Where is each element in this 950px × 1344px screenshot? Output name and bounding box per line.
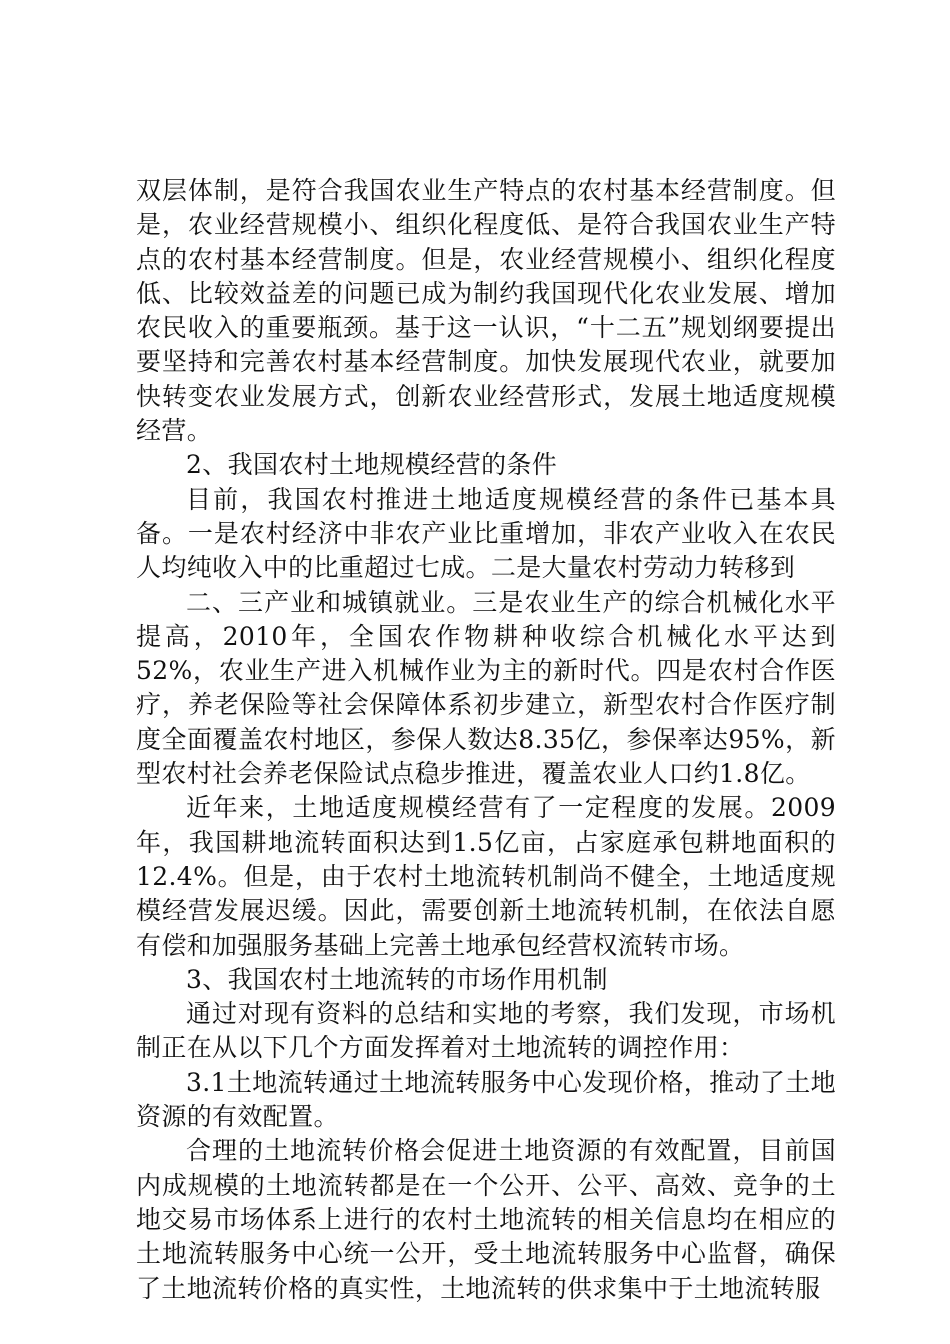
document-body [136, 174, 836, 1306]
section-heading-2: 2、我国农村土地规模经营的条件 [186, 450, 558, 480]
paragraph-industries: 二、三产业和城镇就业。三是农业生产的综合机械化水平提高，2010年，全国农作物耕种收综合机械化水平达到52%，农业生产进入机械作业为主的新时代。四是农村合作医疗，养老保险等社会保障体系初步建立，新型农村合作医疗制度全面覆盖农村地区，参保人数达8.35亿，参保率达95%，新型农村社会养老保险试点稳步推进，覆盖农业人口约1.8亿。 [136, 587, 836, 789]
paragraph-market-mechanism: 通过对现有资料的总结和实地的考察，我们发现，市场机制正在从以下几个方面发挥着对土地流转的调控作用： [136, 999, 836, 1063]
section-heading-3: 3、我国农村土地流转的市场作用机制 [186, 964, 608, 994]
paragraph-price-allocation: 合理的土地流转价格会促进土地资源的有效配置，目前国内成规模的土地流转都是在一个公开、公平、高效、竞争的土地交易市场体系上进行的农村土地流转的相关信息均在相应的土地流转服务中心统一公开，受土地流转服务中心监督，确保了土地流转价格的真实性，土地流转的供求集中于土地流转服 [136, 1136, 836, 1303]
subsection-3-1: 3.1土地流转通过土地流转服务中心发现价格，推动了土地资源的有效配置。 [136, 1067, 836, 1132]
paragraph-continuation: 双层体制，是符合我国农业生产特点的农村基本经营制度。但是，农业经营规模小、组织化程度低、是符合我国农业生产特点的农村基本经营制度。但是，农业经营规模小、组织化程度低、比较效益差的问题已成为制约我国现代化农业发展、增加农民收入的重要瓶颈。基于这一认识，“十二五”规划纲要提出要坚持和完善农村基本经营制度。加快发展现代农业，就要加快转变农业发展方式，创新农业经营形式，发展土地适度规模经营。 [136, 176, 836, 446]
paragraph-conditions: 目前，我国农村推进土地适度规模经营的条件已基本具备。一是农村经济中非农产业比重增加，非农产业收入在农民人均纯收入中的比重超过七成。二是大量农村劳动力转移到 [136, 484, 836, 583]
paragraph-recent-years: 近年来，土地适度规模经营有了一定程度的发展。2009年，我国耕地流转面积达到1.5亿亩，占家庭承包耕地面积的12.4%。但是，由于农村土地流转机制尚不健全，土地适度规模经营发展迟缓。因此，需要创新土地流转机制，在依法自愿有偿和加强服务基础上完善土地承包经营权流转市场。 [136, 793, 836, 960]
